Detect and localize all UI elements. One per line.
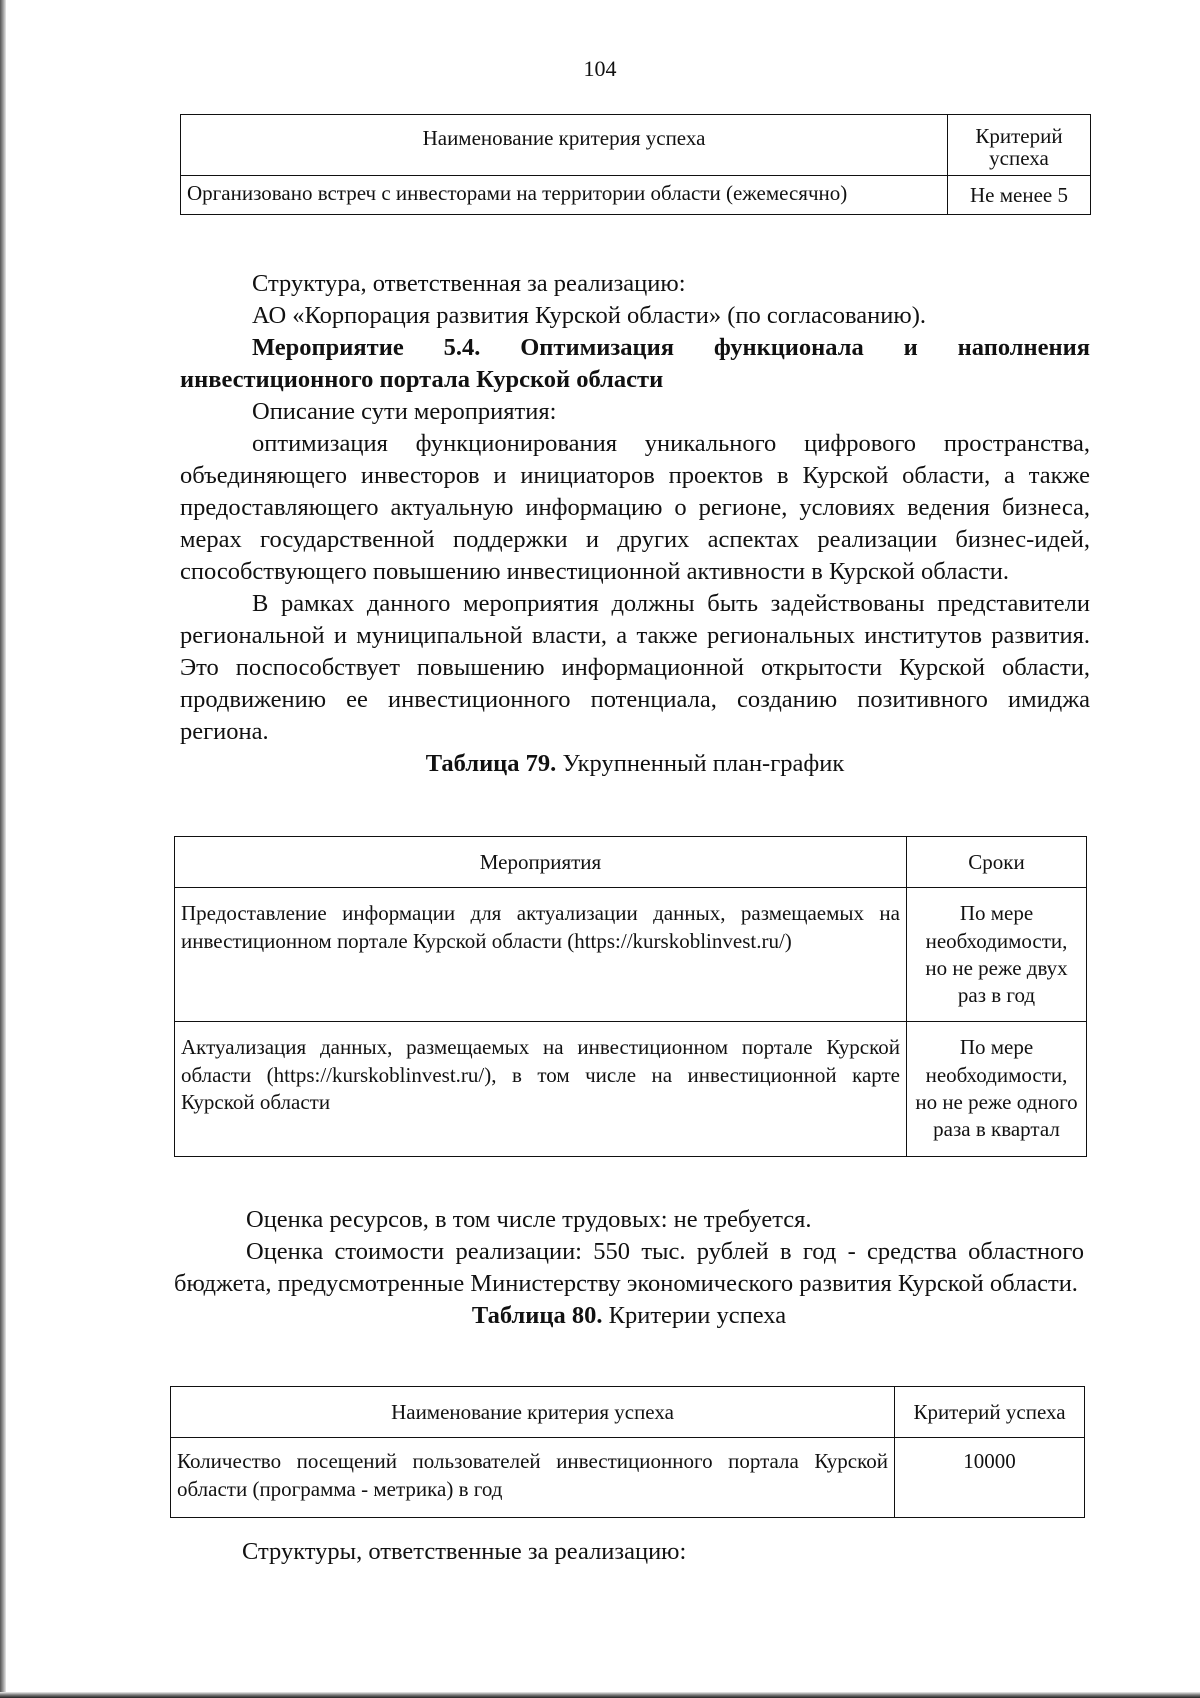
table80-caption [174,1300,1084,1332]
header-events: Мероприятия [175,837,907,888]
table-row [171,1438,1085,1518]
table79-caption-number: Таблица 79. [425,750,557,777]
table-header-row [181,115,1091,176]
header-terms: Сроки [907,837,1087,888]
header-criterion-value: Критерий успеха [948,115,1091,176]
schedule-table [174,836,1087,1157]
description-text: оптимизация функционирования уникального цифрового пространства, объединяющего инвесторов и инициаторов проектов в Курской области, а также предоставляющего актуальную информацию о регионе, условиях ведения бизнеса, мерах государственной поддержки и других аспектах реализации бизнес-идей, способствующего повышению инвестиционной активности в Курской области. [180,430,1090,585]
description-label: Описание сути мероприятия: [252,398,557,425]
table80-caption-number: Таблица 80. [471,1302,603,1329]
cost-text: Оценка стоимости реализации: 550 тыс. рублей в год - средства областного бюджета, предусмотренные Министерству экономического развития Курской области. [174,1238,1084,1297]
section-body-3 [170,1536,1084,1568]
header-criterion-value: Критерий успеха [895,1387,1085,1438]
criterion-name-cell: Количество посещений пользователей инвестиционного портала Курской области (программа - метрика) в год [171,1438,895,1518]
table79-caption-title: Укрупненный план-график [562,750,845,777]
table-row [181,176,1091,215]
schedule-term-cell: По мере необходимости, но не реже одного раза в квартал [907,1022,1087,1156]
schedule-event-cell: Предоставление информации для актуализации данных, размещаемых на инвестиционном портале Курской области (https://kurskoblinvest.ru/) [175,888,907,1022]
measure-title: Мероприятие 5.4. Оптимизация функционала и наполнения инвестиционного портала Курской области [180,334,1090,393]
page-number: 104 [583,56,617,81]
responsible-label: Структура, ответственная за реализацию: [252,270,686,297]
section-body-2 [174,1204,1084,1332]
section-body-1 [180,268,1090,780]
table-header-row [175,837,1087,888]
table79-caption [180,748,1090,780]
header-criterion-name: Наименование критерия успеха [181,115,948,176]
header-criterion-name: Наименование критерия успеха [171,1387,895,1438]
criterion-name-cell: Организовано встреч с инвесторами на территории области (ежемесячно) [181,176,948,215]
schedule-event-cell: Актуализация данных, размещаемых на инвестиционном портале Курской области (https://kurskoblinvest.ru/), в том числе на инвестиционной карте Курской области [175,1022,907,1156]
scope-text: В рамках данного мероприятия должны быть задействованы представители региональной и муниципальной власти, а также региональных институтов развития. Это поспособствует повышению информационной открытости Курской области, продвижению ее инвестиционного потенциала, созданию позитивного имиджа региона. [180,590,1090,745]
responsible-label-2: Структуры, ответственные за реализацию: [242,1538,687,1565]
table-header-row [171,1387,1085,1438]
schedule-term-cell: По мере необходимости, но не реже двух раз в год [907,888,1087,1022]
success-criteria-table-top [180,114,1091,215]
scan-edge-left [0,0,6,1698]
responsible-value: АО «Корпорация развития Курской области» (по согласованию). [252,302,926,329]
table-row [175,888,1087,1022]
resources-text: Оценка ресурсов, в том числе трудовых: не требуется. [246,1206,812,1233]
criterion-value-cell: 10000 [895,1438,1085,1518]
table-row [175,1022,1087,1156]
scan-edge-bottom [0,1692,1200,1698]
table80-caption-title: Критерии успеха [608,1302,787,1329]
success-criteria-table-80 [170,1386,1085,1518]
criterion-value-cell: Не менее 5 [948,176,1091,215]
